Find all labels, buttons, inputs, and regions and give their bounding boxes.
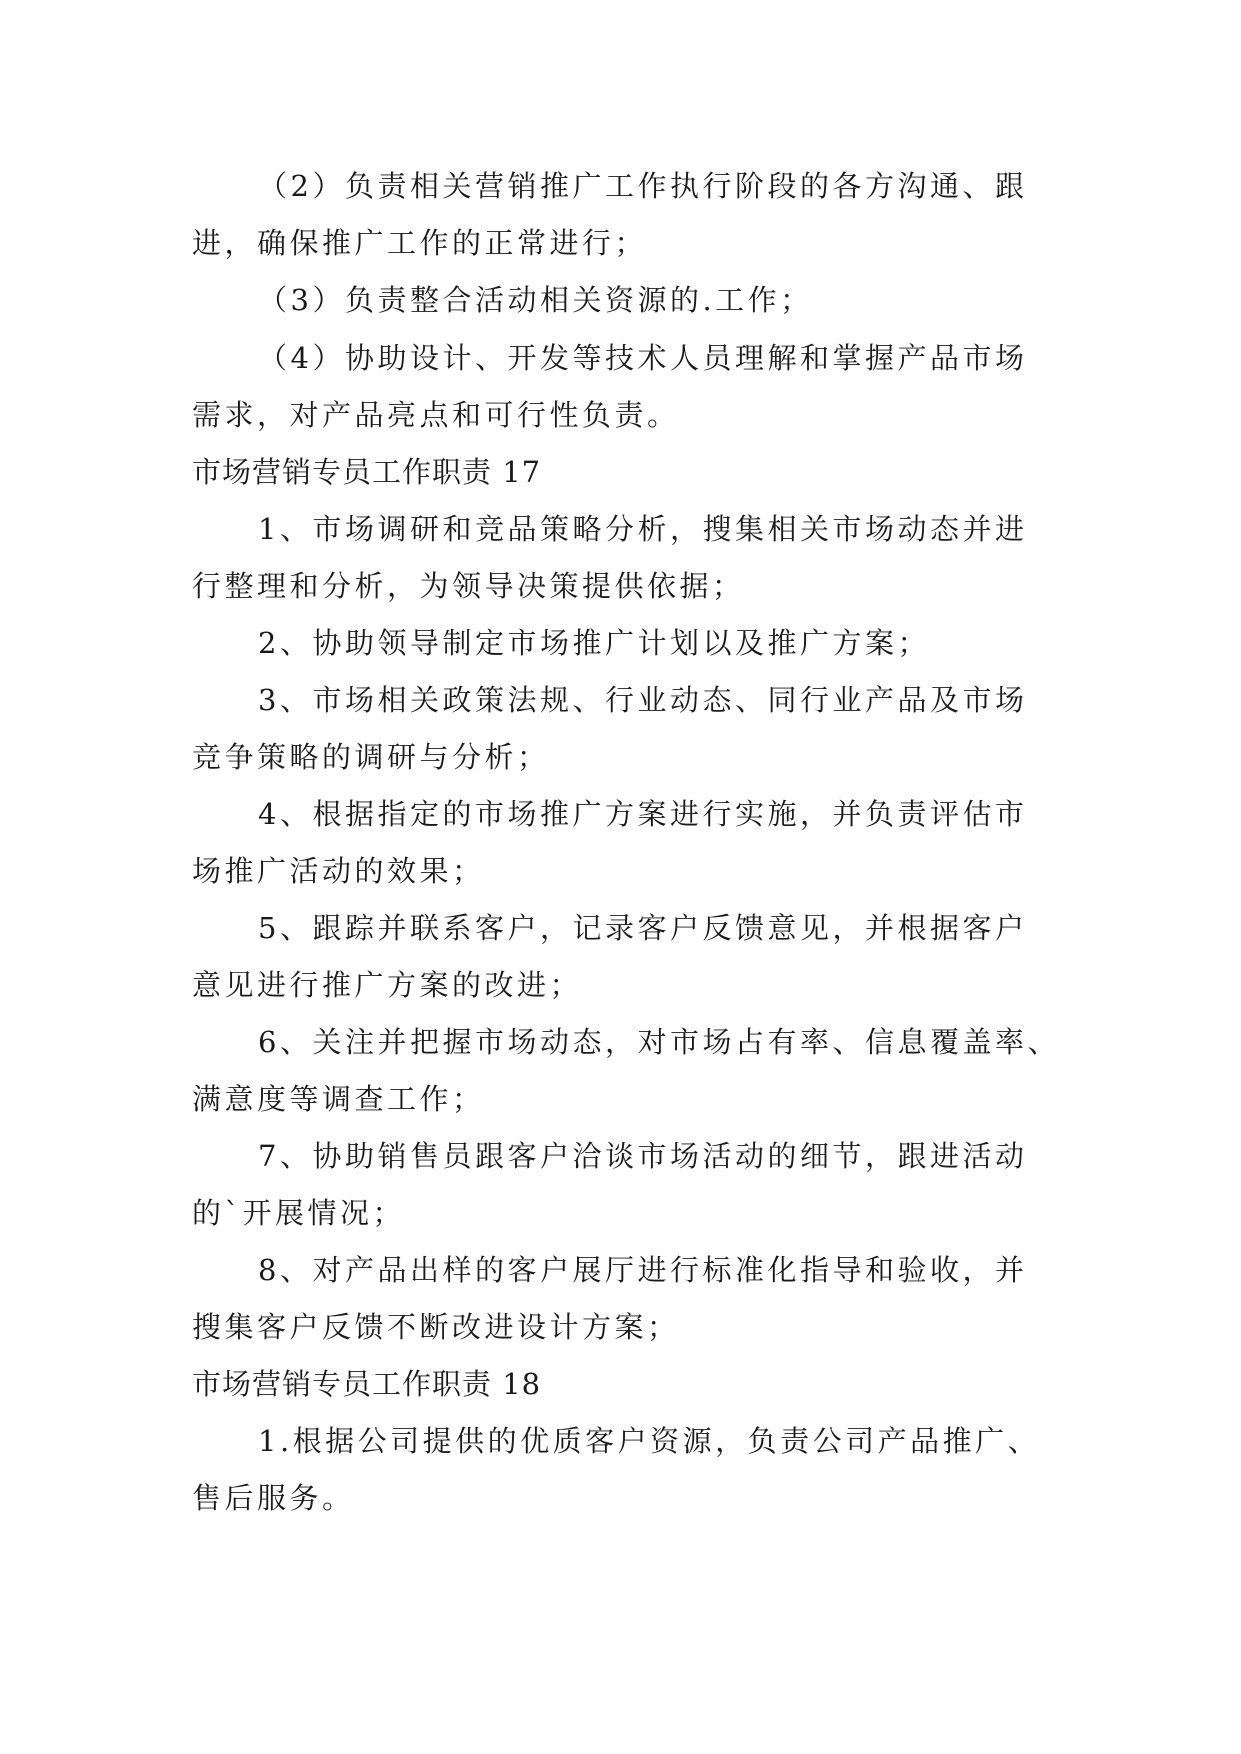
item-8-line-2: 搜集客户反馈不断改进设计方案； — [192, 1310, 680, 1344]
section-heading-18: 市场营销专员工作职责 18 — [192, 1367, 542, 1401]
paragraph-2-line-2: 进，确保推广工作的正常进行； — [192, 226, 648, 260]
item-8-line-1: 8、对产品出样的客户展厅进行标准化指导和验收，并 — [258, 1253, 1028, 1287]
item-3-line-1: 3、市场相关政策法规、行业动态、同行业产品及市场 — [258, 683, 1028, 717]
item-6-line-1: 6、关注并把握市场动态，对市场占有率、信息覆盖率、 — [258, 1025, 1060, 1059]
item-5-line-2: 意见进行推广方案的改进； — [192, 968, 583, 1002]
item-4-line-2: 场推广活动的效果； — [192, 854, 485, 888]
item-1-line-2: 行整理和分析，为领导决策提供依据； — [192, 569, 745, 603]
item-4-line-1: 4、根据指定的市场推广方案进行实施，并负责评估市 — [258, 797, 1028, 831]
paragraph-4-line-1: （4）协助设计、开发等技术人员理解和掌握产品市场 — [258, 341, 1028, 375]
item-18-1-line-1: 1.根据公司提供的优质客户资源，负责公司产品推广、 — [258, 1424, 1041, 1458]
paragraph-2-line-1: （2）负责相关营销推广工作执行阶段的各方沟通、跟 — [258, 169, 1028, 203]
item-7-line-2: 的`开展情况； — [192, 1196, 406, 1230]
paragraph-3-line-1: （3）负责整合活动相关资源的.工作； — [258, 283, 813, 317]
item-7-line-1: 7、协助销售员跟客户洽谈市场活动的细节，跟进活动 — [258, 1139, 1028, 1173]
item-6-line-2: 满意度等调查工作； — [192, 1082, 485, 1116]
item-5-line-1: 5、跟踪并联系客户，记录客户反馈意见，并根据客户 — [258, 911, 1028, 945]
item-2-line-1: 2、协助领导制定市场推广计划以及推广方案； — [258, 626, 930, 660]
item-3-line-2: 竞争策略的调研与分析； — [192, 740, 550, 774]
section-heading-17: 市场营销专员工作职责 17 — [192, 455, 542, 489]
paragraph-4-line-2: 需求，对产品亮点和可行性负责。 — [192, 398, 680, 432]
item-1-line-1: 1、市场调研和竞品策略分析，搜集相关市场动态并进 — [258, 512, 1028, 546]
item-18-1-line-2: 售后服务。 — [192, 1481, 355, 1515]
